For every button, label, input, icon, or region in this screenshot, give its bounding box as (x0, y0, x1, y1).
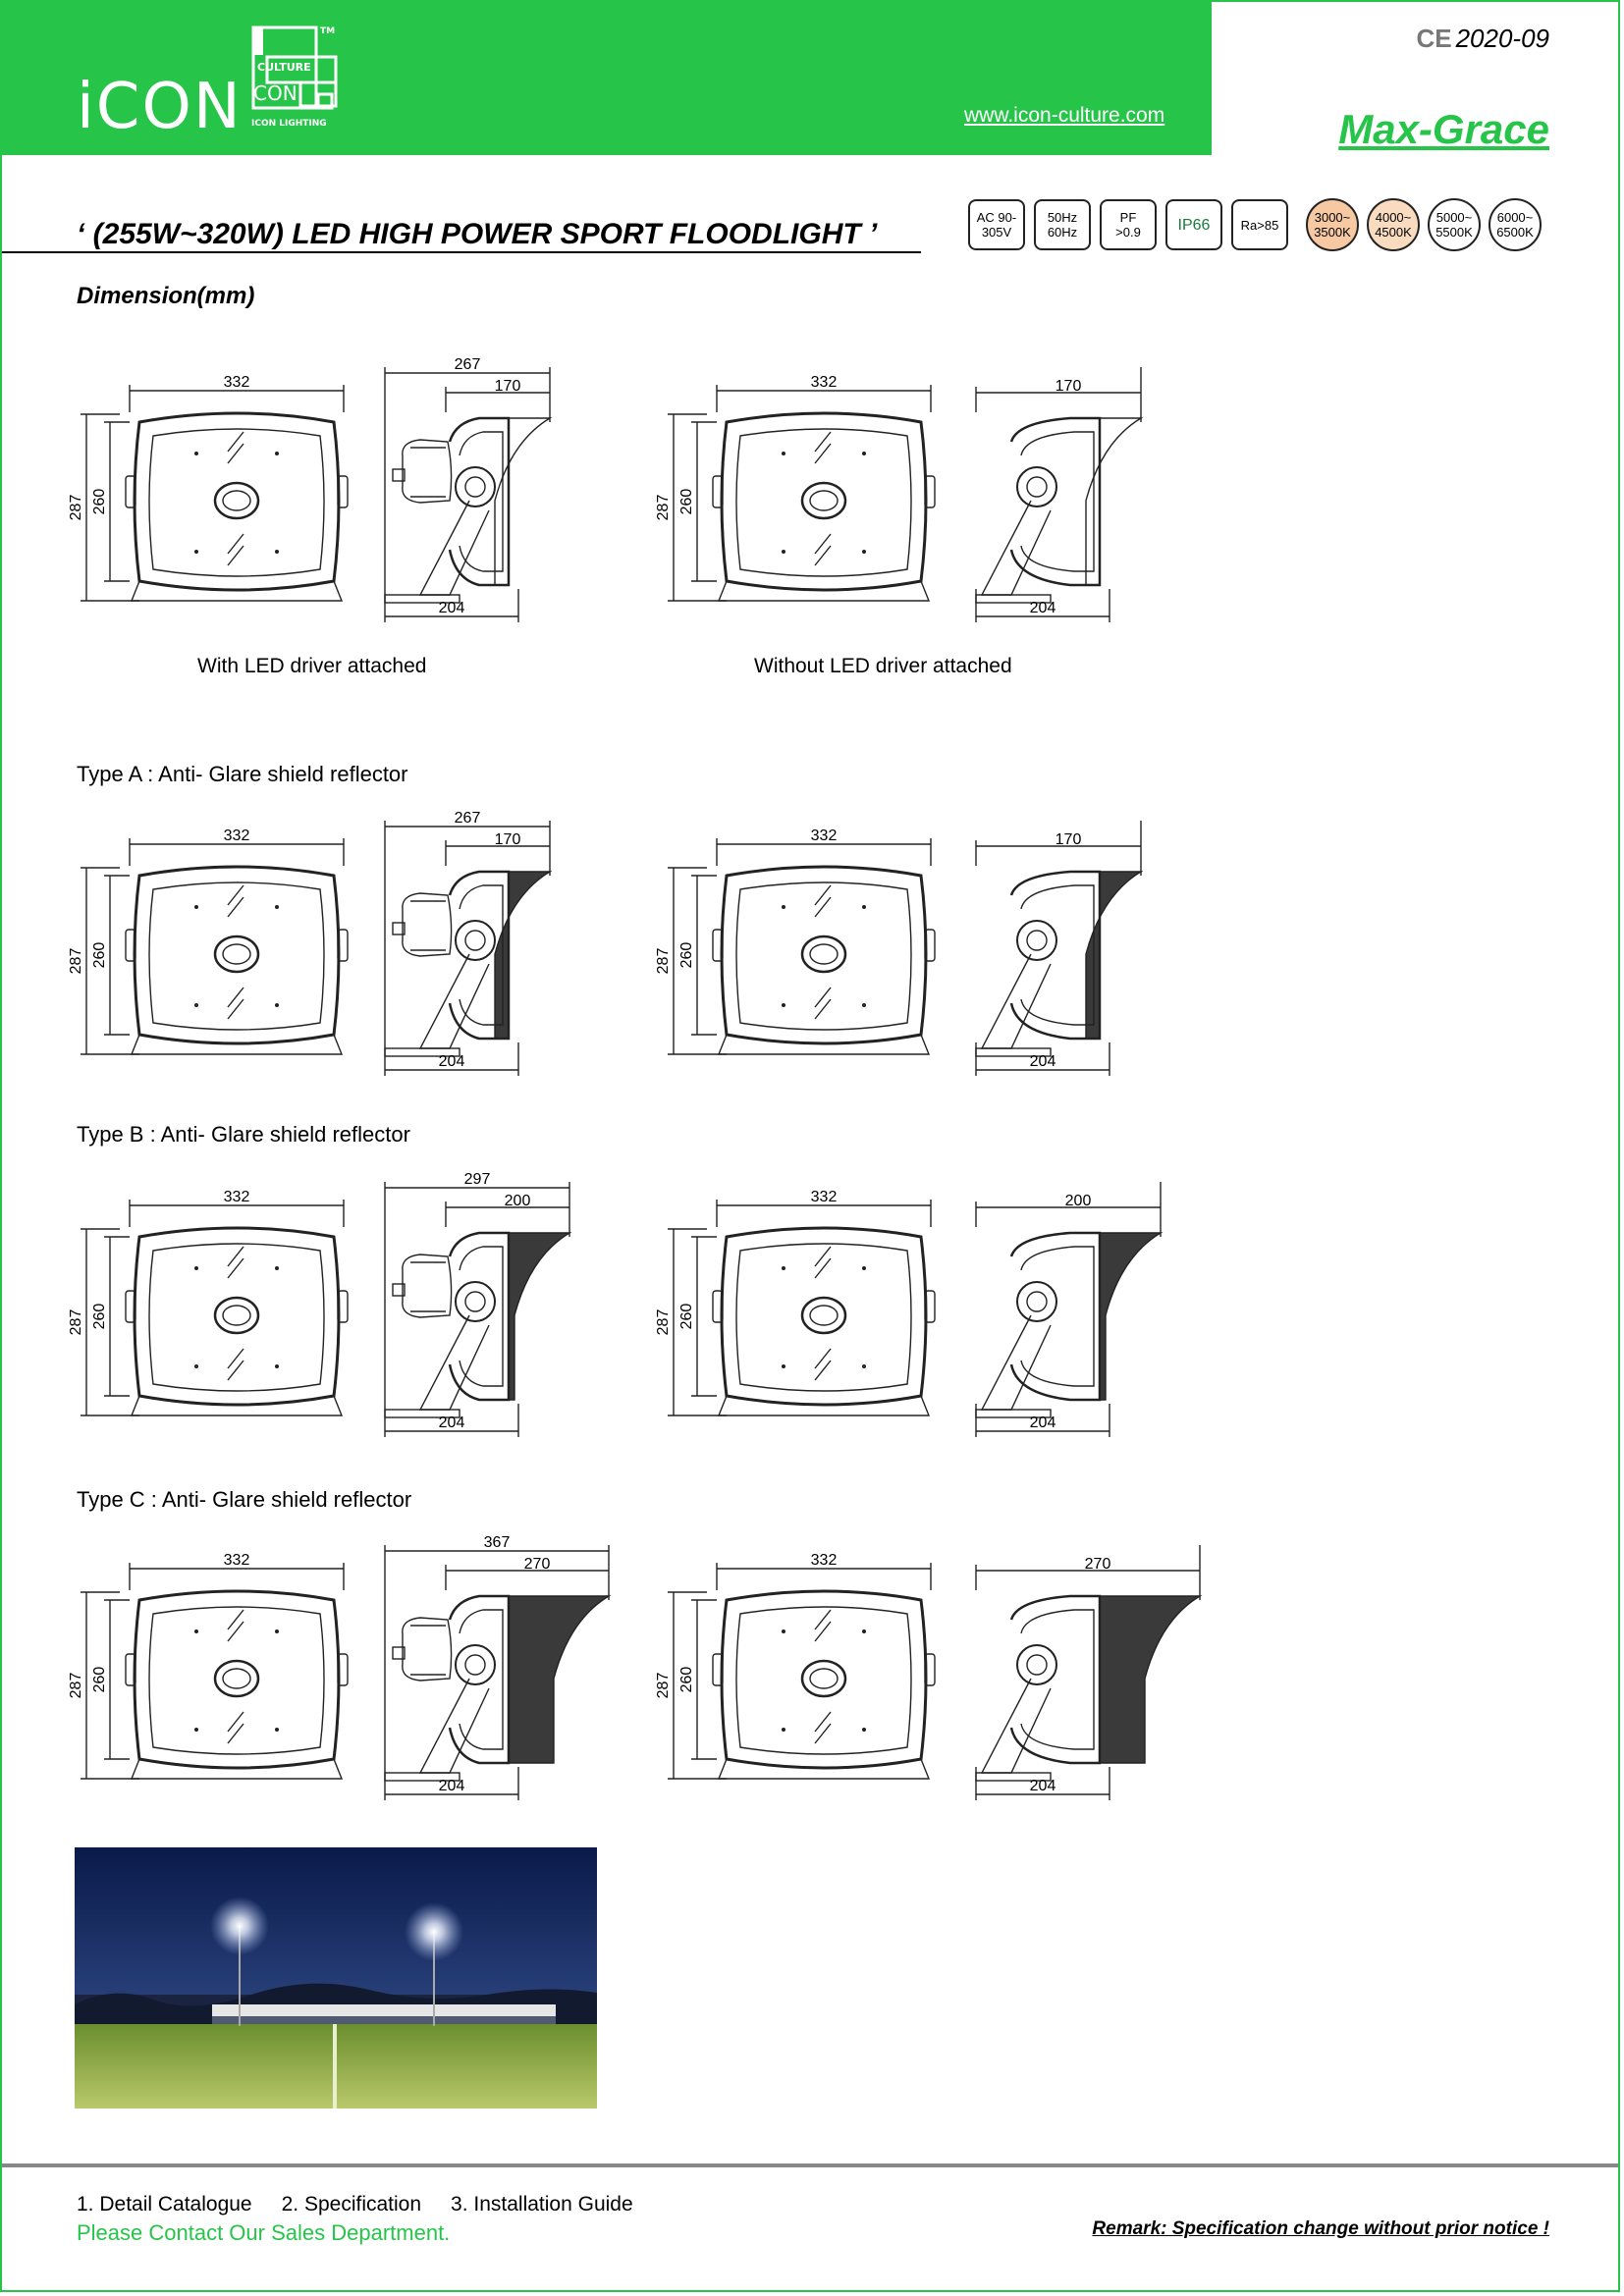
front-inner-height-label: 260 (678, 1666, 695, 1693)
frequency-badge: 50Hz 60Hz (1034, 199, 1091, 250)
footer-link-specification[interactable]: 2. Specification (281, 2193, 422, 2216)
website-link[interactable]: www.icon-culture.com (964, 104, 1165, 127)
side-base-label: 204 (438, 1415, 465, 1431)
front-height-label: 287 (68, 494, 84, 521)
side-view-without-driver-drawing (972, 1168, 1188, 1443)
cct-badges (1306, 198, 1542, 251)
footer-link-catalogue[interactable]: 1. Detail Catalogue (77, 2193, 252, 2216)
side-view-without-driver-drawing (972, 353, 1168, 628)
front-inner-height-label: 260 (678, 1303, 695, 1330)
front-width-label: 332 (223, 1552, 250, 1569)
footer-rule (2, 2163, 1618, 2167)
front-height-label: 287 (68, 1308, 84, 1336)
side-inner-label: 170 (1055, 378, 1082, 395)
front-width-label: 332 (223, 1189, 250, 1205)
side-view-with-driver-drawing (381, 1168, 597, 1443)
product-title: ‘ (255W~320W) LED HIGH POWER SPORT FLOODLIGHT ’ (77, 218, 878, 250)
front-height-label: 287 (68, 1672, 84, 1699)
side-view-without-driver-drawing (972, 807, 1168, 1082)
side-base-label: 204 (1029, 1778, 1056, 1794)
brand-name: iCON (77, 71, 243, 143)
side-inner-label: 200 (504, 1193, 531, 1209)
front-height-label: 287 (655, 1308, 672, 1336)
front-view-drawing (655, 807, 943, 1062)
side-view-with-driver-drawing (381, 353, 577, 628)
logo-word-con: CON (253, 81, 298, 105)
side-inner-label: 200 (1064, 1193, 1092, 1209)
front-height-label: 287 (655, 947, 672, 975)
logo-word-culture: CULTURE (257, 61, 311, 74)
side-depth-label: 267 (454, 356, 481, 373)
side-depth-label: 367 (483, 1534, 511, 1551)
side-depth-label: 267 (454, 810, 481, 827)
side-inner-label: 170 (494, 378, 521, 395)
front-width-label: 332 (223, 828, 250, 844)
remark-note: Remark: Specification change without prior notice ! (1092, 2218, 1549, 2239)
side-inner-label: 270 (1084, 1556, 1111, 1573)
spec-badges (968, 198, 1542, 251)
type-a-label: Type A : Anti- Glare shield reflector (77, 762, 408, 786)
front-height-label: 287 (68, 947, 84, 975)
front-inner-height-label: 260 (678, 941, 695, 969)
side-inner-label: 170 (1055, 831, 1082, 848)
front-view-drawing (68, 1531, 355, 1787)
side-base-label: 204 (438, 1778, 465, 1794)
logo-trademark: TM (320, 27, 336, 36)
release-date: 2020-09 (1455, 24, 1549, 53)
ip-rating-badge: IP66 (1165, 199, 1222, 250)
voltage-badge: AC 90- 305V (968, 199, 1025, 250)
side-base-label: 204 (438, 600, 465, 616)
front-inner-height-label: 260 (91, 488, 108, 515)
front-view-drawing (655, 1531, 943, 1787)
contact-note: Please Contact Our Sales Department. (77, 2220, 451, 2245)
logo-word-icon-lighting: ICON LIGHTING (251, 119, 327, 129)
front-height-label: 287 (655, 1672, 672, 1699)
front-inner-height-label: 260 (91, 1666, 108, 1693)
side-view-without-driver-drawing (972, 1531, 1227, 1806)
title-underline (2, 251, 921, 253)
caption-with-driver: With LED driver attached (197, 655, 427, 677)
date-stamp (1416, 24, 1549, 54)
cct-badge-6000: 6000~ 6500K (1489, 198, 1542, 251)
front-width-label: 332 (810, 1189, 838, 1205)
side-inner-label: 270 (523, 1556, 551, 1573)
front-width-label: 332 (223, 374, 250, 391)
brand-logo (245, 22, 353, 132)
side-base-label: 204 (1029, 600, 1056, 616)
cri-badge: Ra>85 (1231, 199, 1288, 250)
side-view-with-driver-drawing (381, 1531, 636, 1806)
front-view-drawing (655, 1168, 943, 1423)
cct-badge-3000: 3000~ 3500K (1306, 198, 1359, 251)
front-inner-height-label: 260 (678, 488, 695, 515)
front-view-drawing (68, 353, 355, 609)
side-base-label: 204 (1029, 1053, 1056, 1070)
front-width-label: 332 (810, 828, 838, 844)
footer-links (77, 2193, 633, 2216)
side-inner-label: 170 (494, 831, 521, 848)
side-depth-label: 297 (463, 1171, 491, 1188)
front-height-label: 287 (655, 494, 672, 521)
front-view-drawing (68, 1168, 355, 1423)
stadium-photo (75, 1847, 597, 2109)
side-base-label: 204 (1029, 1415, 1056, 1431)
front-inner-height-label: 260 (91, 1303, 108, 1330)
side-view-with-driver-drawing (381, 807, 577, 1082)
front-inner-height-label: 260 (91, 941, 108, 969)
power-factor-badge: PF >0.9 (1100, 199, 1157, 250)
footer-link-installation[interactable]: 3. Installation Guide (451, 2193, 633, 2216)
dimension-heading: Dimension(mm) (77, 283, 255, 309)
front-view-drawing (655, 353, 943, 609)
type-b-label: Type B : Anti- Glare shield reflector (77, 1122, 410, 1147)
side-base-label: 204 (438, 1053, 465, 1070)
cct-badge-5000: 5000~ 5500K (1428, 198, 1481, 251)
front-width-label: 332 (810, 374, 838, 391)
type-c-label: Type C : Anti- Glare shield reflector (77, 1487, 412, 1512)
caption-without-driver: Without LED driver attached (754, 655, 1012, 677)
model-name: Max-Grace (1338, 106, 1549, 152)
ce-mark-icon: CE (1416, 24, 1452, 53)
front-view-drawing (68, 807, 355, 1062)
front-width-label: 332 (810, 1552, 838, 1569)
cct-badge-4000: 4000~ 4500K (1367, 198, 1420, 251)
